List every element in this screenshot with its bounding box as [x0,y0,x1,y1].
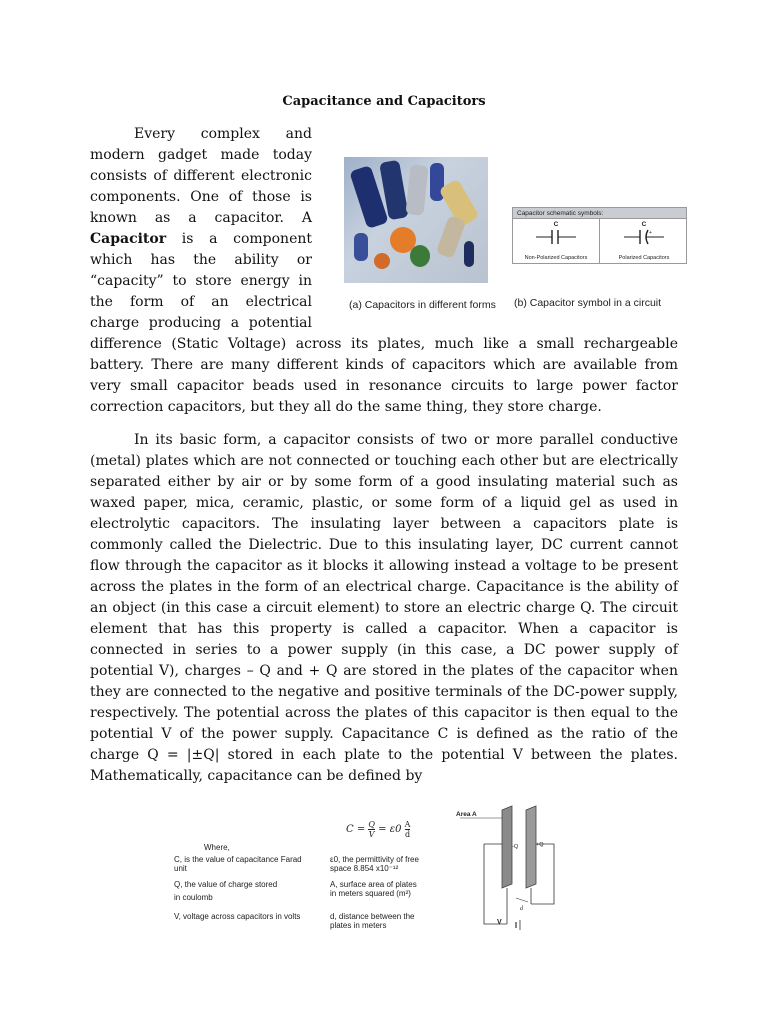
parallel-plate-diagram [454,804,574,944]
definition-line: in meters squared (m²) [330,889,411,898]
plate-right [526,806,536,888]
plus-q-label: +Q [536,842,544,848]
numerator: A [404,820,411,829]
text-line: waxed paper, mica, ceramic, plastic, or some form of a liquid gel as used in [90,495,678,511]
table-header: Capacitor schematic symbols: [513,208,686,219]
text-line: very small capacitor beads used in resonance circuits to large power factor [90,378,678,394]
text-line: Mathematically, capacitance can be defined by [90,768,423,784]
figure-a-caption: (a) Capacitors in different forms [349,299,496,311]
text-line: which has the ability or [90,252,312,268]
text-line: separated either by air or by some form of a good insulating material such as [90,474,678,490]
q-definition [174,880,277,902]
capacitor-symbols-table [512,207,687,264]
text-line: the form of an electrical [90,294,312,310]
definition-line: d, distance between the [330,912,415,921]
symbol-caption: Polarized Capacitors [618,255,670,261]
area-label: Area A [456,811,477,818]
non-polarized-capacitor-icon [536,229,576,245]
text-line: potential V), charges – Q and + Q are stored in the plates of the capacitor when [90,663,678,679]
v-definition: V, voltage across capacitors in volts [174,912,301,921]
polarized-cell [601,219,687,264]
text-line: commonly called the Dielectric. Due to this insulating layer, DC current cannot [90,537,678,553]
definition-line: in coulomb [174,893,213,902]
text-line: consists of different electronic [90,168,312,184]
text-line: correction capacitors, but they all do the same thing, they store charge. [90,399,602,415]
text-line: an object (in this case a circuit element) to store an electric charge Q. The circuit [90,600,678,616]
definition-line: plates in meters [330,921,387,930]
v-label: V [497,919,502,926]
d-definition [330,912,415,930]
epsilon-definition [330,855,419,873]
plate-left [502,806,512,888]
text-fragment: is a component [181,231,312,247]
a-definition [330,880,417,898]
text-line: Every complex and [134,126,312,142]
definition-line: Q, the value of charge stored [174,880,278,889]
fraction-a-over-d [405,820,411,839]
text-line: they are connected to the negative and positive terminals of the DC-power supply, [90,684,678,700]
text-line: electrolytic capacitors. The insulating layer between a capacitors plate is [90,516,678,532]
formula-eq: = ε0 [378,824,402,835]
definition-line: space 8.854 x10⁻¹² [330,864,399,873]
page-title: Capacitance and Capacitors [282,94,486,109]
definition-line: A, surface area of plates [330,880,417,889]
capacitance-formula-figure [154,800,588,950]
symbol-label: C [641,221,647,228]
symbol-label: C [553,221,559,228]
fraction-q-over-v [368,820,375,839]
bold-term: Capacitor [90,231,167,247]
intro-paragraph-narrow [90,124,312,334]
capacitors-photo [344,157,488,283]
minus-q-label: -Q [512,844,519,850]
where-label: Where, [204,843,230,852]
polarized-capacitor-icon [624,229,664,245]
figure-b-caption: (b) Capacitor symbol in a circuit [514,297,662,309]
text-line: potential V of the power supply. Capacitance C is defined as the ratio of the [90,726,678,742]
svg-text:+: + [649,230,652,236]
body-paragraph [90,430,678,787]
text-line: element that has this property is called a capacitor. When a capacitor is [90,621,678,637]
text-line: flow through the capacitor as it blocks it allowing instead a voltage to be present [90,558,678,574]
capacitance-formula [346,820,410,839]
text-line: connected in series to a power supply (in this case, a DC power supply of [90,642,678,658]
text-line: modern gadget made today [90,147,312,163]
text-line: charge producing a potential [90,315,312,331]
text-line: battery. There are many different kinds of capacitors which are available from [90,357,678,373]
text-line: “capacity” to store energy in [90,273,312,289]
definition-line: ε0, the permittivity of free [330,855,419,864]
denominator: V [368,830,375,839]
formula-lhs: C = [346,824,366,835]
numerator: Q [368,820,375,829]
text-line: respectively. The potential across the plates of this capacitor is then equal to the [90,705,678,721]
definition-line: C, is the value of capacitance Farad [174,855,302,864]
text-line: across the plates in the form of an electrical charge. Capacitance is the ability of [90,579,678,595]
d-label: d [520,906,523,912]
text-line-with-bold [90,229,312,250]
text-line: known as a capacitor. A [90,210,312,226]
denominator: d [404,830,411,839]
intro-paragraph-wide [90,334,678,418]
symbol-caption: Non-Polarized Capacitors [524,255,588,261]
text-line: difference (Static Voltage) across its plates, much like a small rechargeable [90,336,678,352]
c-definition [174,855,302,873]
definition-line: unit [174,864,187,873]
text-line: In its basic form, a capacitor consists of two or more parallel conductive [134,432,678,448]
non-polarized-cell [513,219,600,264]
text-line: charge Q = |±Q| stored in each plate to the potential V between the plates. [90,747,678,763]
text-line: components. One of those is [90,189,312,205]
text-line: (metal) plates which are not connected or touching each other but are electrically [90,453,678,469]
